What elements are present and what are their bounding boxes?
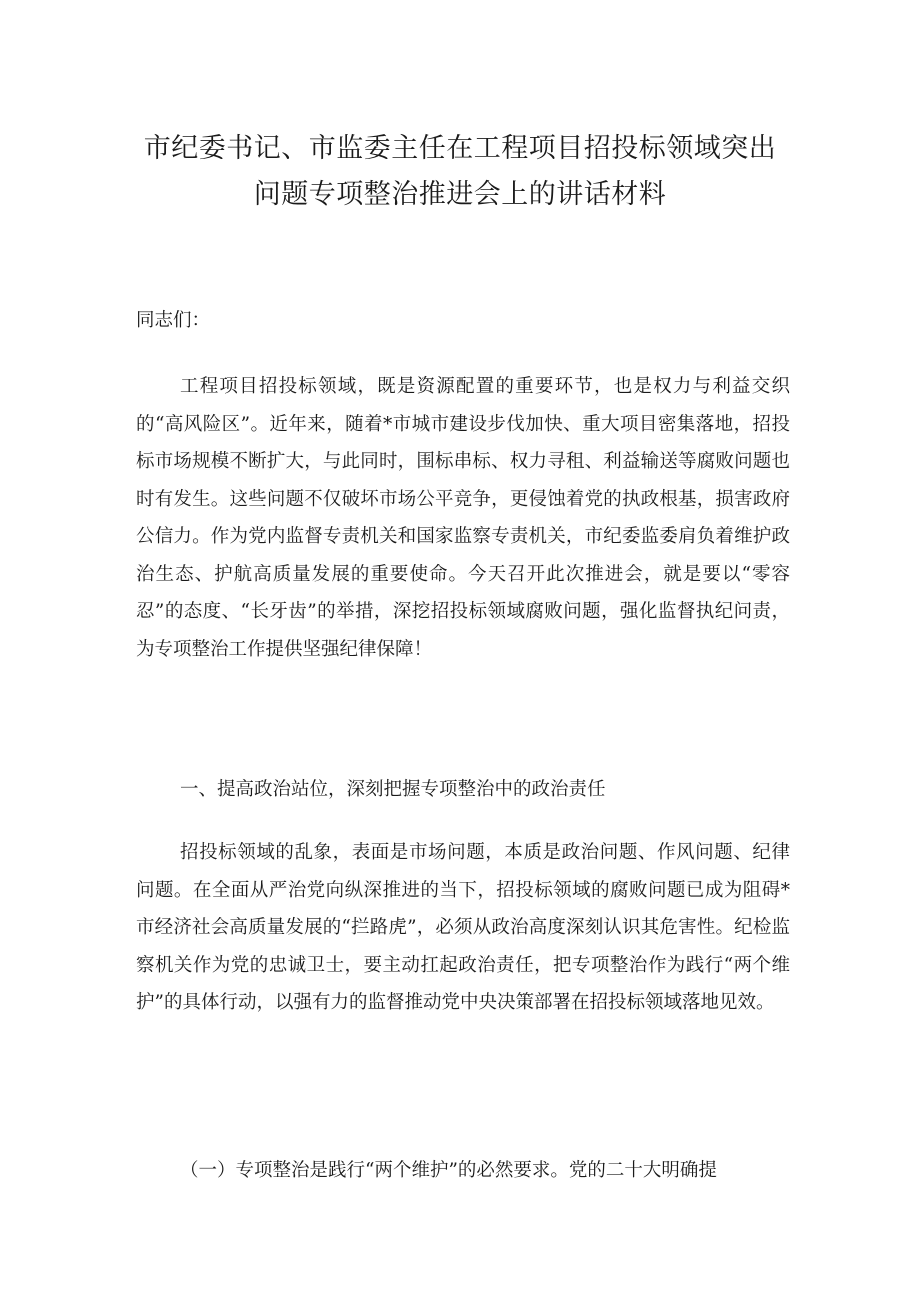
subsection-heading-1: （一）专项整治是践行“两个维护”的必然要求。党的二十大明确提 <box>180 1160 717 1181</box>
title-line-1: 市纪委书记、市监委主任在工程项目招投标领域突出 <box>143 133 777 165</box>
paragraph-intro: 工程项目招投标领域，既是资源配置的重要环节，也是权力与利益交织的“高风险区”。近年来，随着*市城市建设步伐加快、重大项目密集落地，招投标市场规模不断扩大，与此同时，围标串标、权力寻租、利益输送等腐败问题也时有发生。这些问题不仅破坏市场公平竞争，更侵蚀着党的执政根基，损害政府公信力。作为党内监督专责机关和国家监察专责机关，市纪委监委肩负着维护政治生态、护航高质量发展的重要使命。今天召开此次推进会，就是要以“零容忍”的态度、“长牙齿”的举措，深挖招投标领域腐败问题，强化监督执纪问责，为专项整治工作提供坚强纪律保障！ <box>136 376 790 660</box>
paragraph-section-1: 招投标领域的乱象，表面是市场问题，本质是政治问题、作风问题、纪律问题。在全面从严治党向纵深推进的当下，招投标领域的腐败问题已成为阻碍*市经济社会高质量发展的“拦路虎”，必须从政治高度深刻认识其危害性。纪检监察机关作为党的忠诚卫士，要主动扛起政治责任，把专项整治作为践行“两个维护”的具体行动，以强有力的监督推动党中央决策部署在招投标领域落地见效。 <box>136 842 790 1013</box>
section-heading-1: 一、提高政治站位，深刻把握专项整治中的政治责任 <box>180 779 606 800</box>
document-title <box>100 126 820 218</box>
title-line-2: 问题专项整治推进会上的讲话材料 <box>253 179 667 211</box>
salutation: 同志们： <box>136 310 211 331</box>
